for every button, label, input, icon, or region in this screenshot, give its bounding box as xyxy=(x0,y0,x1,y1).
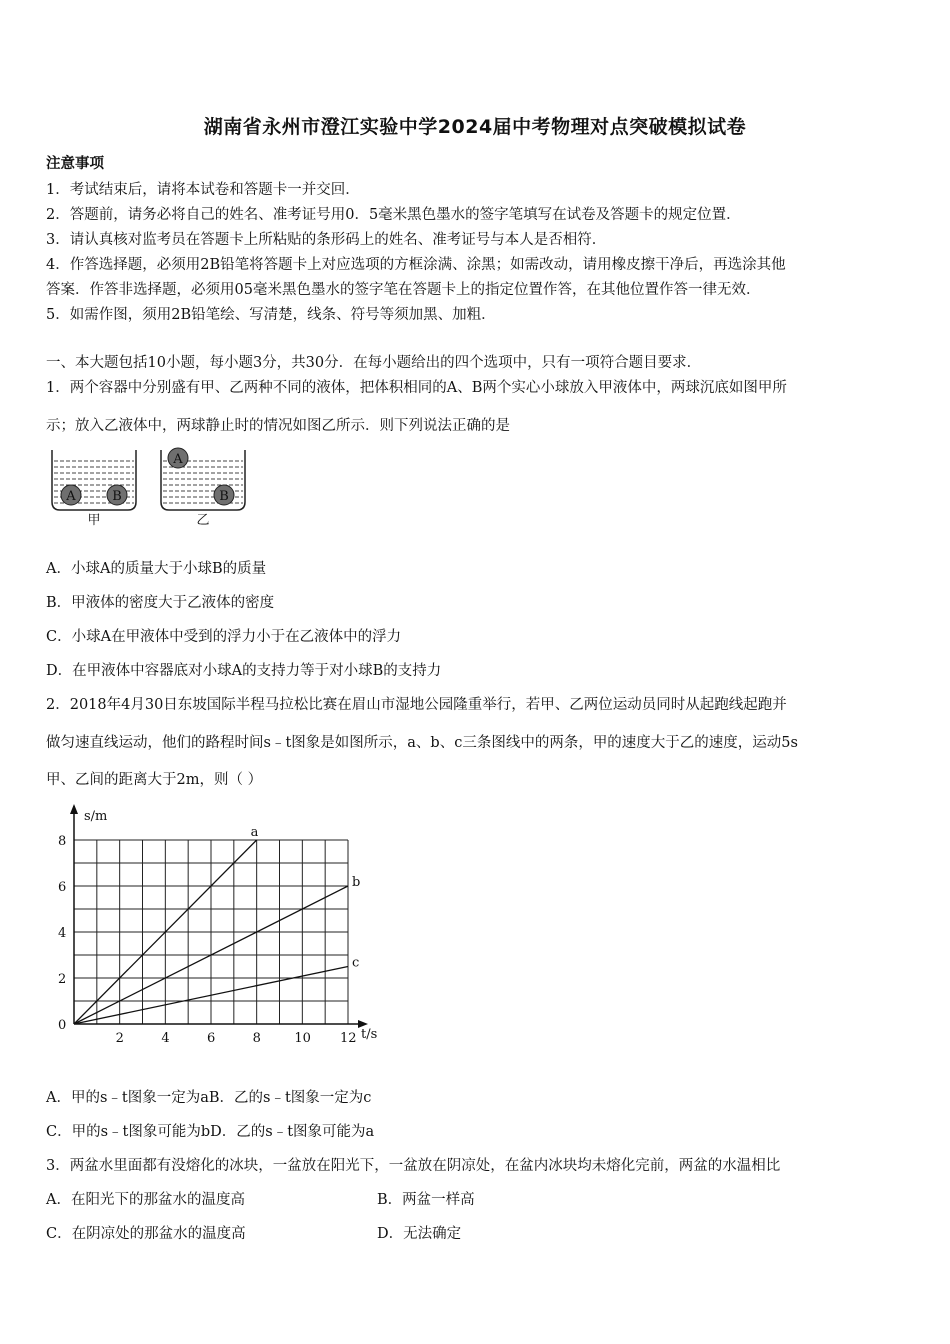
q3-option-a: A．在阳光下的那盆水的温度高 xyxy=(46,1192,245,1208)
y-tick-label: 2 xyxy=(58,972,67,987)
notice-heading: 注意事项 xyxy=(46,155,104,172)
notice-item: 2．答题前，请务必将自己的姓名、准考证号用0．5毫米黑色墨水的签字笔填写在试卷及答题卡的规定位置． xyxy=(46,207,741,223)
series-label-c: c xyxy=(352,955,360,971)
st-graph xyxy=(40,798,385,1060)
ball-b-label: B xyxy=(219,489,229,504)
ball-b-label: B xyxy=(112,489,122,504)
notice-item: 1．考试结束后，请将本试卷和答题卡一并交回． xyxy=(46,182,360,198)
y-tick-label: 8 xyxy=(58,834,67,849)
x-tick-label: 6 xyxy=(207,1031,216,1046)
notice-item: 4．作答选择题，必须用2B铅笔将答题卡上对应选项的方框涂满、涂黑；如需改动，请用橡皮擦干净后，再选涂其他 xyxy=(46,257,786,273)
q3-stem: 3．两盆水里面都有没熔化的冰块，一盆放在阳光下，一盆放在阴凉处，在盆内冰块均未熔化完前，两盆的水温相比 xyxy=(46,1158,781,1174)
y-tick-label: 0 xyxy=(58,1018,67,1033)
y-axis-label: s/m xyxy=(84,809,108,824)
section-heading: 一、本大题包括10小题，每小题3分，共30分．在每小题给出的四个选项中，只有一项符合题目要求． xyxy=(46,355,702,371)
series-label-a: a xyxy=(250,825,259,840)
label-jia: 甲 xyxy=(87,513,101,528)
q1-option: A．小球A的质量大于小球B的质量 xyxy=(46,561,267,577)
ball-a-label: A xyxy=(173,452,183,467)
chart-grid xyxy=(74,840,348,1024)
container-jia xyxy=(52,450,136,528)
q2-option: C．甲的s﹣t图象可能为bD．乙的s﹣t图象可能为a xyxy=(46,1124,375,1140)
label-yi: 乙 xyxy=(196,513,210,528)
q1-figure-containers xyxy=(46,444,246,530)
notice-item: 5．如需作图，须用2B铅笔绘、写清楚，线条、符号等须加黑、加粗． xyxy=(46,307,496,323)
q3-option-c: C．在阴凉处的那盆水的温度高 xyxy=(46,1226,246,1242)
x-axis-label: t/s xyxy=(361,1027,378,1042)
q2-stem-line: 2．2018年4月30日东坡国际半程马拉松比赛在眉山市湿地公园隆重举行，若甲、乙两位运动员同时从起跑线起跑并 xyxy=(46,697,787,713)
chart-ticks xyxy=(58,834,360,1046)
q1-stem-line: 1．两个容器中分别盛有甲、乙两种不同的液体，把体积相同的A、B两个实心小球放入甲液体中，两球沉底如图甲所 xyxy=(46,380,787,396)
x-tick-label: 12 xyxy=(340,1031,357,1046)
x-tick-label: 10 xyxy=(294,1031,311,1046)
x-tick-label: 8 xyxy=(252,1031,261,1046)
ball-a-label: A xyxy=(66,489,76,504)
container-yi xyxy=(161,448,245,528)
series-label-b: b xyxy=(352,875,361,890)
x-tick-label: 4 xyxy=(161,1031,170,1046)
page-title: 湖南省永州市澄江实验中学2024届中考物理对点突破模拟试卷 xyxy=(203,116,747,138)
q1-stem-line: 示；放入乙液体中，两球静止时的情况如图乙所示．则下列说法正确的是 xyxy=(46,418,510,434)
q1-option: B．甲液体的密度大于乙液体的密度 xyxy=(46,595,275,611)
x-tick-label: 2 xyxy=(115,1031,124,1046)
y-tick-label: 6 xyxy=(58,880,67,895)
q1-option: D．在甲液体中容器底对小球A的支持力等于对小球B的支持力 xyxy=(46,663,442,679)
q3-option-b: B．两盆一样高 xyxy=(377,1192,475,1208)
y-tick-label: 4 xyxy=(58,926,67,941)
q3-option-d: D．无法确定 xyxy=(377,1226,462,1242)
notice-item: 答案．作答非选择题，必须用05毫米黑色墨水的签字笔在答题卡上的指定位置作答，在其他位置作答一律无效． xyxy=(46,282,761,298)
chart-series xyxy=(74,825,360,1024)
y-axis-arrow xyxy=(70,804,78,814)
q2-stem-line: 甲、乙间的距离大于2m，则（ ） xyxy=(46,772,263,788)
q1-option: C．小球A在甲液体中受到的浮力小于在乙液体中的浮力 xyxy=(46,629,402,645)
q2-option: A．甲的s﹣t图象一定为aB．乙的s﹣t图象一定为c xyxy=(46,1090,372,1106)
notice-item: 3．请认真核对监考员在答题卡上所粘贴的条形码上的姓名、准考证号与本人是否相符． xyxy=(46,232,607,248)
chart-axes xyxy=(70,804,368,1028)
q2-stem-line: 做匀速直线运动，他们的路程时间s﹣t图象是如图所示，a、b、c三条图线中的两条，甲的速度大于乙的速度，运动5s xyxy=(46,735,798,751)
